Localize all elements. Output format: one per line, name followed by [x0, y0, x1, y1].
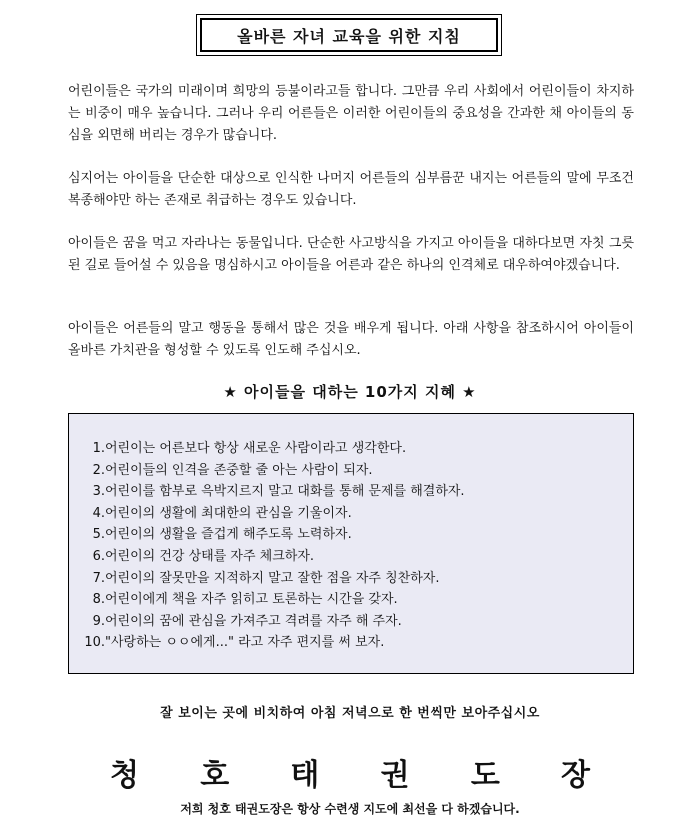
dojang-tagline: 저희 청호 태권도장은 항상 수련생 지도에 최선을 다 하겠습니다. [180, 802, 520, 816]
tip-number: 3. [92, 484, 105, 500]
tip-item [83, 438, 633, 460]
tip-number: 9. [92, 613, 105, 629]
tip-item [83, 611, 633, 633]
dojang-char: 장 [561, 758, 590, 793]
tip-number: 5. [92, 527, 105, 543]
dojang-char: 태 [290, 758, 320, 793]
dojang-char: 도 [470, 758, 500, 793]
tip-number: 10. [84, 635, 105, 651]
tip-text: 어린이의 잘못만을 지적하지 말고 잘한 점을 자주 칭찬하자. [105, 570, 440, 586]
tip-item [83, 503, 633, 525]
tip-number: 1. [92, 441, 105, 456]
intro-paragraph-4: 아이들은 어른들의 말고 행동을 통해서 많은 것을 배우게 됩니다. 아래 사항을 참조하시어 아이들이 올바른 가치관을 형성할 수 있도록 인도해 주십시오. [68, 321, 634, 358]
tips-box [68, 413, 634, 674]
tip-item [83, 460, 633, 482]
intro-paragraph-3: 아이들은 꿈을 먹고 자라나는 동물입니다. 단순한 사고방식을 가지고 아이들을 대하다보면 자칫 그릇된 길로 들어설 수 있음을 명심하시고 아이들을 어른과 같은 하나의 인격체로 대우하여야겠습니다. [68, 236, 634, 273]
tip-text: 어린이를 함부로 윽박지르지 말고 대화를 통해 문제를 해결하자. [105, 484, 465, 500]
tip-item [83, 632, 633, 654]
page-title: 올바른 자녀 교육을 위한 지침 [200, 18, 498, 52]
tip-text: 어린이의 생활에 최대한의 관심을 기울이자. [105, 505, 352, 521]
intro-paragraph-2: 심지어는 아이들을 단순한 대상으로 인식한 나머지 어른들의 심부름꾼 내지는 어른들의 말에 무조건 복종해야만 하는 존재로 취급하는 경우도 있습니다. [68, 171, 634, 208]
tip-number: 4. [92, 505, 105, 521]
dojang-name [110, 750, 590, 794]
tip-text: 어린이는 어른보다 항상 새로운 사람이라고 생각한다. [105, 441, 407, 456]
tip-item [83, 481, 633, 503]
intro-paragraph-1: 어린이들은 국가의 미래이며 희망의 등불이라고들 합니다. 그만큼 우리 사회에서 어린이들이 차지하는 비중이 매우 높습니다. 그러나 우리 어른들은 이러한 어린이들의 중요성을 간과한 채 아이들의 동심을 외면해 버리는 경우가 많습니다. [68, 84, 634, 143]
tip-text: 어린이에게 책을 자주 읽히고 토론하는 시간을 갖자. [105, 592, 398, 608]
tip-number: 7. [92, 570, 105, 586]
dojang-char: 권 [380, 758, 410, 793]
dojang-char: 청 [110, 758, 139, 793]
dojang-char: 호 [200, 758, 230, 793]
title-box [196, 14, 502, 56]
tip-text: "사랑하는 ㅇㅇ에게..." 라고 자주 편지를 써 보자. [105, 635, 385, 651]
tip-number: 6. [92, 548, 105, 564]
tip-item [83, 524, 633, 546]
tip-text: 어린이의 생활을 즐겁게 해주도록 노력하자. [105, 527, 352, 543]
tip-text: 어린이의 건강 상태를 자주 체크하자. [105, 548, 315, 564]
tips-list [69, 414, 633, 654]
tip-number: 2. [92, 462, 105, 478]
tips-heading: ★ 아이들을 대하는 10가지 지혜 ★ [223, 383, 477, 401]
tip-text: 어린이의 꿈에 관심을 가져주고 격려를 자주 해 주자. [105, 613, 402, 629]
tip-text: 어린이들의 인격을 존중할 줄 아는 사람이 되자. [105, 462, 373, 478]
tip-number: 8. [92, 592, 105, 608]
tip-item [83, 589, 633, 611]
footer-note: 잘 보이는 곳에 비치하여 아침 저녁으로 한 번씩만 보아주십시오 [160, 706, 540, 721]
tip-item [83, 568, 633, 590]
tip-item [83, 546, 633, 568]
